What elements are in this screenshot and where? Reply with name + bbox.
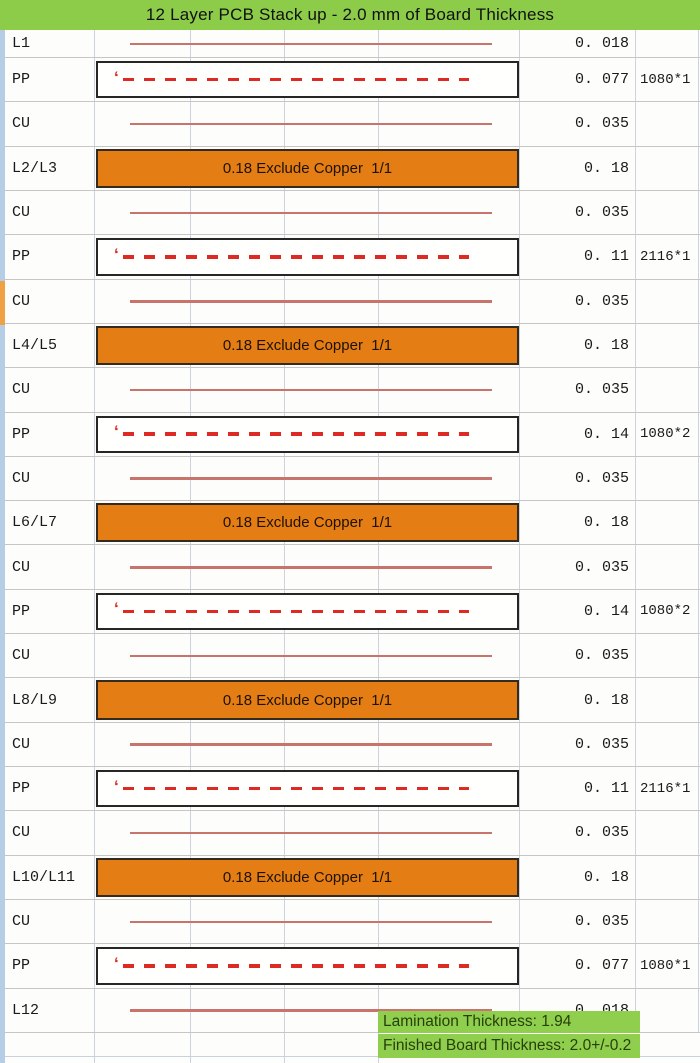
stackup-row [0,235,700,279]
layer-graphic-cell [94,413,519,456]
finished-board-thickness-badge: Finished Board Thickness: 2.0+/-0.2 [378,1034,640,1058]
thickness-value: 0. 077 [574,71,629,89]
copper-foil-line [130,655,492,658]
thickness-value: 0. 18 [583,868,629,886]
core-box-label: 0.18 Exclude Copper 1/1 [222,337,393,355]
stackup-row [0,191,700,235]
thickness-value: 0. 18 [583,514,629,532]
copper-foil-line [130,921,492,924]
layer-label: CU [12,381,31,399]
thickness-value: 0. 035 [574,115,629,133]
layer-label: CU [12,115,31,133]
prepreg-box: ‘ [96,238,519,275]
thickness-value: 0. 035 [574,647,629,665]
layer-graphic-cell [94,590,519,633]
stackup-row [0,501,700,545]
stackup-row [0,413,700,457]
core-box [96,503,519,542]
prepreg-dash-line [123,432,469,436]
stackup-row [0,590,700,634]
material-spec [635,30,700,57]
stackup-row [0,856,700,900]
layer-label: L8/L9 [12,691,58,709]
layer-graphic-cell [94,944,519,987]
layer-label: CU [12,558,31,576]
material-spec [635,989,700,1032]
core-box [96,149,519,188]
prepreg-box: ‘ [96,593,519,630]
layer-graphic-cell [94,457,519,500]
layer-label: PP [12,248,31,266]
layer-label: CU [12,292,31,310]
material-spec: 1080*1 [640,957,691,974]
thickness-value: 0. 077 [574,957,629,975]
layer-label: CU [12,647,31,665]
stackup-row [0,678,700,722]
layer-graphic-cell [94,634,519,677]
material-spec [635,324,700,367]
layer-label: CU [12,204,31,222]
core-box-label: 0.18 Exclude Copper 1/1 [222,159,393,177]
layer-label: L1 [12,35,31,52]
layer-graphic-cell [94,30,519,57]
prepreg-box: ‘ [96,770,519,807]
stackup-row [0,368,700,412]
core-box [96,680,519,719]
layer-graphic-cell [94,856,519,899]
thickness-value: 0. 035 [574,469,629,487]
core-box-label: 0.18 Exclude Copper 1/1 [222,868,393,886]
layer-label: L6/L7 [12,514,58,532]
stackup-row [0,723,700,767]
thickness-value: 0. 035 [574,204,629,222]
stackup-row [0,30,700,58]
thickness-value: 0. 18 [583,337,629,355]
layer-label: L10/L11 [12,868,76,886]
thickness-value: 0. 11 [583,780,629,798]
layer-label: L4/L5 [12,337,58,355]
thickness-value: 0. 18 [583,159,629,177]
material-spec [635,723,700,766]
thickness-value: 0. 11 [583,248,629,266]
layer-label: PP [12,71,31,89]
layer-graphic-cell [94,324,519,367]
stackup-row [0,545,700,589]
material-spec: 1080*2 [640,426,691,443]
row-header-strip-highlight [0,281,5,325]
material-spec [635,811,700,854]
prepreg-box: ‘ [96,947,519,984]
prepreg-dash-line [123,255,469,259]
stackup-row [0,102,700,146]
copper-foil-line [130,743,492,746]
material-spec [635,457,700,500]
material-spec [635,545,700,588]
layer-graphic-cell [94,280,519,323]
stackup-row [0,324,700,368]
layer-label: L2/L3 [12,159,58,177]
stackup-row [0,58,700,102]
layer-label: CU [12,469,31,487]
stackup-row [0,900,700,944]
layer-graphic-cell [94,767,519,810]
layer-graphic-cell [94,811,519,854]
layer-graphic-cell [94,678,519,721]
thickness-value: 0. 035 [574,381,629,399]
copper-foil-line [130,300,492,303]
stackup-row [0,767,700,811]
copper-foil-line [130,389,492,392]
copper-foil-line [130,123,492,126]
prepreg-box: ‘ [96,416,519,453]
prepreg-dash-line [123,787,469,791]
material-spec [635,280,700,323]
material-spec [635,147,700,190]
layer-graphic-cell [94,900,519,943]
thickness-value: 0. 035 [574,824,629,842]
layer-label: PP [12,957,31,975]
layer-graphic-cell [94,545,519,588]
prepreg-dash-line [123,964,469,968]
core-box [96,858,519,897]
title-bar: 12 Layer PCB Stack up - 2.0 mm of Board Thickness [0,0,700,30]
lamination-thickness-badge: Lamination Thickness: 1.94 [378,1011,640,1033]
thickness-value: 0. 035 [574,292,629,310]
material-spec: 1080*2 [640,603,691,620]
material-spec [635,634,700,677]
layer-graphic-cell [94,501,519,544]
material-spec [635,368,700,411]
layer-graphic-cell [94,191,519,234]
stackup-row [0,280,700,324]
core-box-label: 0.18 Exclude Copper 1/1 [222,514,393,532]
material-spec [635,900,700,943]
stackup-row [0,634,700,678]
material-spec [635,102,700,145]
layer-label: PP [12,425,31,443]
layer-label: CU [12,735,31,753]
material-spec: 1080*1 [640,71,691,88]
copper-foil-line [130,832,492,835]
thickness-value: 0. 035 [574,735,629,753]
thickness-value: 0. 035 [574,913,629,931]
copper-foil-line [130,212,492,215]
thickness-value: 0. 018 [574,35,629,52]
core-box [96,326,519,365]
row-header-strip [0,30,5,1063]
thickness-value: 0. 14 [583,425,629,443]
layer-graphic-cell [94,58,519,101]
layer-graphic-cell [94,368,519,411]
material-spec [635,191,700,234]
material-spec: 2116*1 [640,780,691,797]
prepreg-box: ‘ [96,61,519,98]
thickness-value: 0. 035 [574,558,629,576]
stackup-row [0,944,700,988]
stackup-row [0,457,700,501]
material-spec [635,501,700,544]
thickness-value: 0. 14 [583,602,629,620]
layer-graphic-cell [94,723,519,766]
thickness-value: 0. 18 [583,691,629,709]
material-spec [635,678,700,721]
copper-foil-line [130,566,492,569]
stackup-row [0,147,700,191]
stackup-table [0,30,700,1033]
layer-label: PP [12,780,31,798]
layer-label: L12 [12,1001,40,1019]
core-box-label: 0.18 Exclude Copper 1/1 [222,691,393,709]
layer-graphic-cell [94,147,519,190]
layer-graphic-cell [94,102,519,145]
stackup-row [0,811,700,855]
layer-label: CU [12,913,31,931]
layer-label: CU [12,824,31,842]
prepreg-dash-line [123,610,469,614]
material-spec: 2116*1 [640,248,691,265]
copper-foil-line [130,43,492,46]
prepreg-dash-line [123,78,469,82]
layer-label: PP [12,602,31,620]
copper-foil-line [130,477,492,480]
layer-graphic-cell [94,235,519,278]
material-spec [635,856,700,899]
